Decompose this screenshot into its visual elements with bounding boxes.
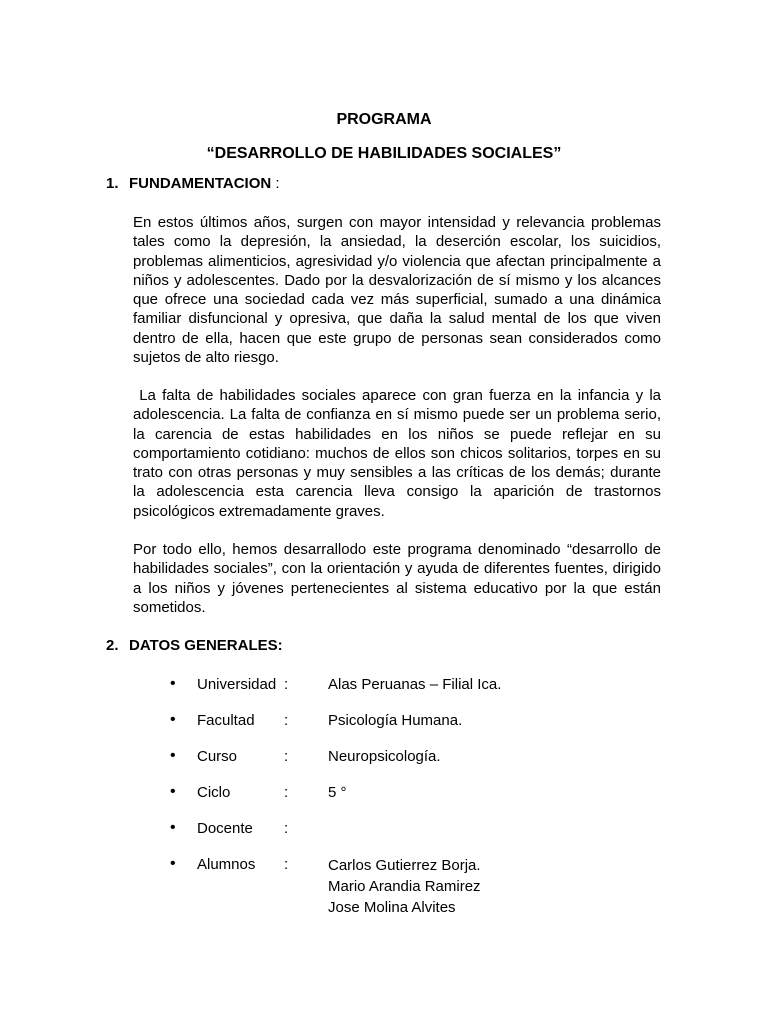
field-label: Universidad [197,676,277,693]
section-number: 1. [106,175,119,192]
section-heading-datos-generales [106,636,283,656]
bullet-icon: • [170,747,176,764]
section-label: FUNDAMENTACION [129,175,272,192]
field-separator: : [284,820,289,837]
field-separator: : [284,712,289,729]
bullet-icon: • [170,675,176,692]
field-separator: : [284,784,289,801]
field-separator: : [284,856,289,873]
field-label: Docente [197,820,253,837]
paragraph: En estos últimos años, surgen con mayor intensidad y relevancia problemas tales como la depresión, la ansiedad, la deserción escolar, los suicidios, problemas alimenticios, agresividad y/o violencia que afectan principalmente a niños y adolescentes. Dado por la desvalorización de sí mismo y los alcances que ofrece una sociedad cada vez más superficial, sumado a una dinámica familiar disfuncional y opresiva, que daña la salud mental de los que viven dentro de ella, hacen que este grupo de personas sean considerados como sujetos de alto riesgo. [133,214,661,367]
field-separator: : [284,748,289,765]
list-item-alumnos [170,855,670,916]
student-name: Jose Molina Alvites [328,899,456,916]
list-item-facultad [170,711,670,747]
bullet-icon: • [170,855,176,872]
field-label: Ciclo [197,784,231,801]
field-label: Facultad [197,712,255,729]
field-label: Curso [197,748,238,765]
document-subtitle: “DESARROLLO DE HABILIDADES SOCIALES” [206,145,562,162]
field-separator: : [284,676,289,693]
paragraph: La falta de habilidades sociales aparece con gran fuerza en la infancia y la adolescencia. La falta de confianza en sí mismo puede ser un problema serio, la carencia de estas habilidades en los niños se puede reflejar en su comportamiento cotidiano: muchos de ellos son chicos solitarios, torpes en su trato con otras personas y muy sensibles a las críticas de los demás; durante la adolescencia esta carencia lleva consigo la aparición de trastornos psicológicos extremadamente graves. [133,387,666,520]
student-name: Mario Arandia Ramirez [328,878,481,895]
bullet-icon: • [170,711,176,728]
section-label: DATOS GENERALES: [129,637,283,654]
field-value: Alas Peruanas – Filial Ica. [328,676,502,693]
general-data-list [170,675,670,916]
list-item-docente [170,819,670,855]
section-suffix: : [271,175,280,192]
section-heading-fundamentacion [106,174,280,194]
student-name: Carlos Gutierrez Borja. [328,857,481,874]
field-value: Neuropsicología. [328,748,441,765]
document-title: PROGRAMA [336,111,432,128]
student-names [328,855,481,918]
field-value: 5 ° [328,784,347,801]
field-label: Alumnos [197,856,256,873]
bullet-icon: • [170,783,176,800]
field-value: Psicología Humana. [328,712,463,729]
section-number: 2. [106,637,119,654]
list-item-universidad [170,675,670,711]
bullet-icon: • [170,819,176,836]
list-item-ciclo [170,783,670,819]
paragraph: Por todo ello, hemos desarrallodo este programa denominado “desarrollo de habilidades sociales”, con la orientación y ayuda de diferentes fuentes, dirigido a los niños y jóvenes pertenecientes al sistema educativo por la que están sometidos. [133,541,661,616]
list-item-curso [170,747,670,783]
